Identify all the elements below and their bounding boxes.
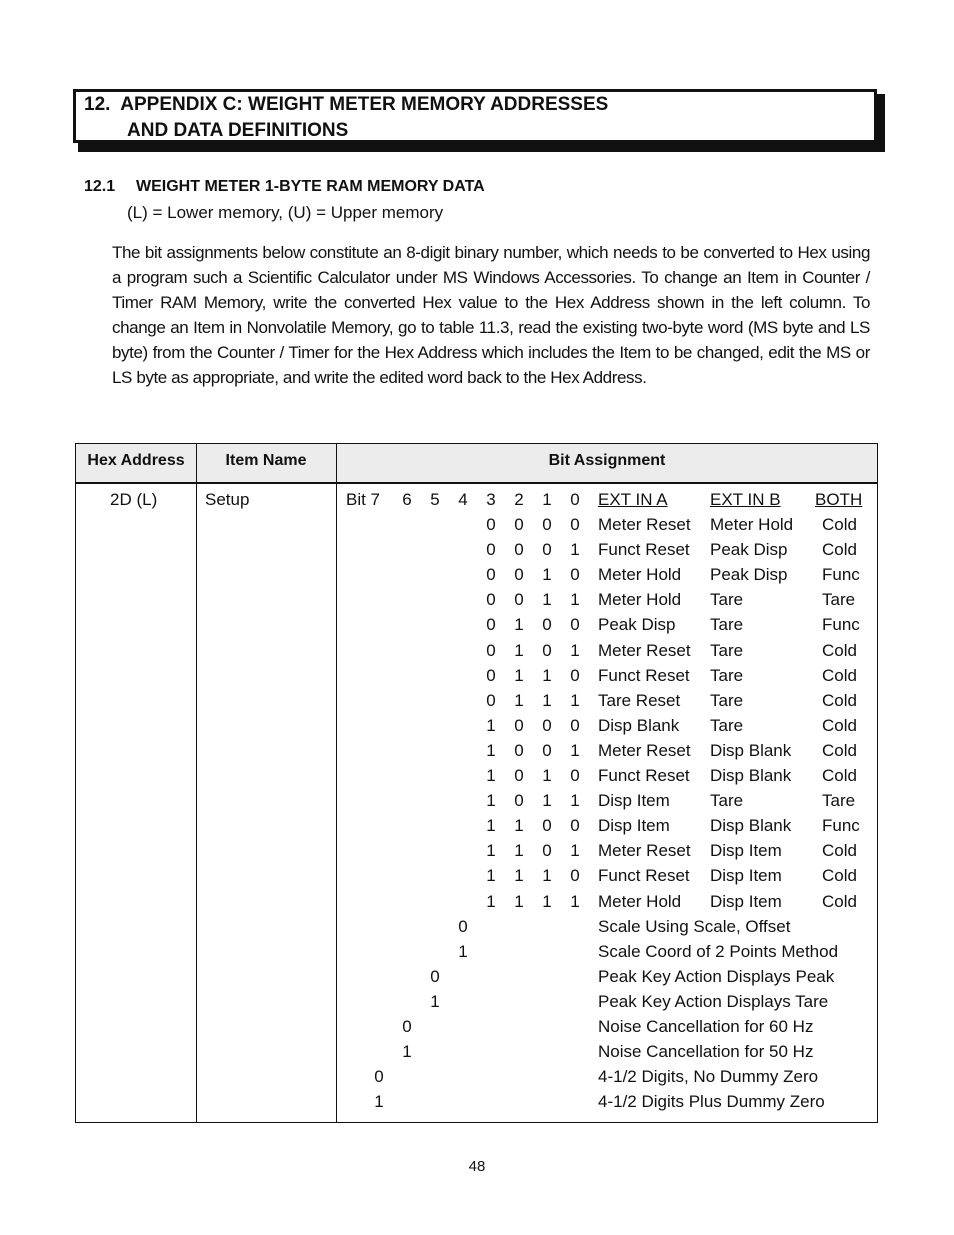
bit0-value: 0 bbox=[570, 615, 580, 635]
bit3-value: 0 bbox=[486, 540, 496, 560]
ext-in-a-action: Funct Reset bbox=[598, 540, 690, 560]
both-action: Cold bbox=[822, 766, 857, 785]
ext-in-b-action: Disp Item bbox=[710, 891, 782, 911]
ext-in-a-action: Meter Reset bbox=[598, 640, 691, 660]
ext-in-b-header: EXT IN B bbox=[710, 490, 781, 509]
bit2-value: 0 bbox=[514, 565, 524, 585]
bit2-value: 0 bbox=[514, 766, 524, 785]
bit-label-6: 6 bbox=[402, 490, 412, 509]
bit2-value: 1 bbox=[514, 615, 524, 635]
bit0-value: 1 bbox=[570, 740, 580, 760]
bit3-value: 1 bbox=[486, 740, 496, 760]
header-bit-assignment: Bit Assignment bbox=[548, 452, 666, 469]
ext-in-a-action: Meter Reset bbox=[598, 841, 691, 861]
bit1-value: 0 bbox=[542, 841, 552, 861]
bit1-value: 0 bbox=[542, 540, 552, 560]
bit2-value: 0 bbox=[514, 715, 524, 735]
ext-in-b-action: Tare bbox=[710, 791, 744, 811]
bit2-value: 0 bbox=[514, 590, 524, 610]
header-hex-address: Hex Address bbox=[87, 452, 185, 469]
ext-in-b-action: Disp Blank bbox=[710, 816, 792, 836]
bit3-value: 1 bbox=[486, 891, 496, 911]
bit-option-description: Scale Coord of 2 Points Method bbox=[598, 941, 839, 961]
bit-option-description: Peak Key Action Displays Tare bbox=[598, 991, 829, 1011]
bit1-value: 0 bbox=[542, 515, 552, 534]
hex-address-value: 2D (L) bbox=[110, 490, 158, 509]
appendix-heading-line2: AND DATA DEFINITIONS bbox=[127, 120, 349, 141]
ext-in-a-action: Meter Hold bbox=[598, 565, 682, 585]
bit0-value: 0 bbox=[570, 766, 580, 785]
bit3-value: 1 bbox=[486, 816, 496, 836]
ext-in-a-action: Meter Reset bbox=[598, 515, 691, 534]
bit1-value: 0 bbox=[542, 715, 552, 735]
ext-in-a-action: Meter Hold bbox=[598, 891, 682, 911]
both-action: Func bbox=[822, 816, 860, 836]
bit2-value: 0 bbox=[514, 791, 524, 811]
ext-in-a-action: Funct Reset bbox=[598, 866, 690, 886]
both-action: Cold bbox=[822, 540, 857, 560]
bit-option-value: 0 bbox=[458, 916, 468, 936]
appendix-heading-line1: 12. APPENDIX C: WEIGHT METER MEMORY ADDRESSES bbox=[84, 94, 609, 115]
memory-legend-note: (L) = Lower memory, (U) = Upper memory bbox=[127, 203, 444, 222]
bit2-value: 1 bbox=[514, 665, 524, 685]
bit3-value: 1 bbox=[486, 766, 496, 785]
bit1-value: 0 bbox=[542, 640, 552, 660]
ext-in-a-action: Disp Item bbox=[598, 816, 670, 836]
bit3-value: 0 bbox=[486, 665, 496, 685]
page-number: 48 bbox=[468, 1158, 486, 1175]
bit-label-3: 3 bbox=[486, 490, 496, 509]
ext-in-b-action: Tare bbox=[710, 715, 744, 735]
bit1-value: 1 bbox=[542, 791, 552, 811]
both-action: Cold bbox=[822, 690, 857, 710]
bit3-value: 0 bbox=[486, 565, 496, 585]
bit-option-description: 4-1/2 Digits Plus Dummy Zero bbox=[598, 1092, 825, 1112]
bit2-value: 1 bbox=[514, 841, 524, 861]
bit-option-value: 1 bbox=[402, 1042, 412, 1062]
bit-option-value: 0 bbox=[430, 966, 440, 986]
bit0-value: 0 bbox=[570, 715, 580, 735]
bit3-value: 0 bbox=[486, 640, 496, 660]
both-action: Func bbox=[822, 565, 860, 585]
bit1-value: 1 bbox=[542, 766, 552, 785]
bit-option-description: 4-1/2 Digits, No Dummy Zero bbox=[598, 1067, 819, 1087]
bit3-value: 0 bbox=[486, 590, 496, 610]
bit-option-value: 0 bbox=[374, 1067, 384, 1087]
bit1-value: 0 bbox=[542, 615, 552, 635]
ext-in-a-action: Funct Reset bbox=[598, 766, 690, 785]
bit3-value: 1 bbox=[486, 841, 496, 861]
header-item-name: Item Name bbox=[225, 452, 307, 469]
bit2-value: 1 bbox=[514, 891, 524, 911]
bit1-value: 1 bbox=[542, 866, 552, 886]
ext-in-b-action: Meter Hold bbox=[710, 515, 794, 534]
bit1-value: 0 bbox=[542, 740, 552, 760]
bit0-value: 1 bbox=[570, 841, 580, 861]
both-action: Cold bbox=[822, 841, 857, 861]
bit-label-4: 4 bbox=[458, 490, 468, 509]
ext-in-a-header: EXT IN A bbox=[598, 490, 668, 509]
bit0-value: 1 bbox=[570, 640, 580, 660]
both-action: Cold bbox=[822, 515, 857, 534]
bit0-value: 1 bbox=[570, 690, 580, 710]
bit0-value: 0 bbox=[570, 665, 580, 685]
bit-label-7: Bit 7 bbox=[346, 490, 381, 509]
bit1-value: 1 bbox=[542, 891, 552, 911]
ext-in-b-action: Tare bbox=[710, 590, 744, 610]
bit-option-value: 1 bbox=[430, 991, 440, 1011]
bit-option-description: Noise Cancellation for 60 Hz bbox=[598, 1017, 814, 1036]
bit-option-description: Noise Cancellation for 50 Hz bbox=[598, 1042, 814, 1062]
both-action: Func bbox=[822, 615, 860, 635]
ext-in-b-action: Disp Blank bbox=[710, 766, 792, 785]
item-name-value: Setup bbox=[205, 490, 250, 509]
bit-option-value: 1 bbox=[458, 941, 468, 961]
bit1-value: 0 bbox=[542, 816, 552, 836]
both-action: Cold bbox=[822, 715, 857, 735]
bit1-value: 1 bbox=[542, 665, 552, 685]
bit0-value: 1 bbox=[570, 590, 580, 610]
bit2-value: 0 bbox=[514, 540, 524, 560]
bit3-value: 1 bbox=[486, 866, 496, 886]
bit0-value: 1 bbox=[570, 540, 580, 560]
both-action: Cold bbox=[822, 640, 857, 660]
bit0-value: 1 bbox=[570, 791, 580, 811]
both-action: Cold bbox=[822, 740, 857, 760]
bit-option-value: 0 bbox=[402, 1017, 412, 1036]
bit2-value: 0 bbox=[514, 740, 524, 760]
bit3-value: 1 bbox=[486, 791, 496, 811]
bit1-value: 1 bbox=[542, 565, 552, 585]
bit-label-1: 1 bbox=[542, 490, 552, 509]
both-action: Cold bbox=[822, 891, 857, 911]
bit1-value: 1 bbox=[542, 690, 552, 710]
ext-in-b-action: Disp Item bbox=[710, 841, 782, 861]
ext-in-b-action: Disp Item bbox=[710, 866, 782, 886]
bit-label-0: 0 bbox=[570, 490, 580, 509]
ext-in-b-action: Peak Disp bbox=[710, 565, 788, 585]
both-action: Tare bbox=[822, 791, 856, 811]
ext-in-b-action: Disp Blank bbox=[710, 740, 792, 760]
bit3-value: 0 bbox=[486, 615, 496, 635]
bit0-value: 1 bbox=[570, 891, 580, 911]
both-action: Cold bbox=[822, 665, 857, 685]
bit3-value: 1 bbox=[486, 715, 496, 735]
ext-in-a-action: Tare Reset bbox=[598, 690, 681, 710]
bit3-value: 0 bbox=[486, 515, 496, 534]
bit0-value: 0 bbox=[570, 816, 580, 836]
bit2-value: 0 bbox=[514, 515, 524, 534]
bit-option-description: Peak Key Action Displays Peak bbox=[598, 966, 835, 986]
bit0-value: 0 bbox=[570, 866, 580, 886]
bit-label-5: 5 bbox=[430, 490, 440, 509]
bit2-value: 1 bbox=[514, 640, 524, 660]
ext-in-a-action: Disp Item bbox=[598, 791, 670, 811]
ext-in-b-action: Peak Disp bbox=[710, 540, 788, 560]
ext-in-b-action: Tare bbox=[710, 690, 744, 710]
section-title-text: WEIGHT METER 1-BYTE RAM MEMORY DATA bbox=[136, 178, 485, 195]
both-action: Cold bbox=[822, 866, 857, 886]
bit-label-2: 2 bbox=[514, 490, 524, 509]
instructions-paragraph: The bit assignments below constitute an 8-digit binary number, which needs to be converted to Hex using a program such a Scientific Calculator under MS Windows Accessories. To change an Item in Counter / Timer RAM Memory, write the converted Hex value to the Hex Address shown in the left column. To change an Item in Nonvolatile Memory, go to table 11.3, read the existing two-byte word (MS byte and LS byte) from the Counter / Timer for the Hex Address which includes the Item to be changed, edit the MS or LS byte as appropriate, and write the edited word back to the Hex Address. bbox=[112, 243, 870, 388]
both-header: BOTH bbox=[815, 490, 863, 509]
ext-in-a-action: Meter Reset bbox=[598, 740, 691, 760]
bit-option-value: 1 bbox=[374, 1092, 384, 1112]
ext-in-b-action: Tare bbox=[710, 665, 744, 685]
ext-in-a-action: Funct Reset bbox=[598, 665, 690, 685]
bit2-value: 1 bbox=[514, 866, 524, 886]
bit0-value: 0 bbox=[570, 515, 580, 534]
ext-in-a-action: Meter Hold bbox=[598, 590, 682, 610]
bit2-value: 1 bbox=[514, 816, 524, 836]
ext-in-b-action: Tare bbox=[710, 640, 744, 660]
bit2-value: 1 bbox=[514, 690, 524, 710]
bit0-value: 0 bbox=[570, 565, 580, 585]
bit3-value: 0 bbox=[486, 690, 496, 710]
ext-in-a-action: Peak Disp bbox=[598, 615, 676, 635]
section-number: 12.1 bbox=[84, 178, 116, 195]
ext-in-a-action: Disp Blank bbox=[598, 715, 680, 735]
bit1-value: 1 bbox=[542, 590, 552, 610]
ext-in-b-action: Tare bbox=[710, 615, 744, 635]
bit-option-description: Scale Using Scale, Offset bbox=[598, 916, 791, 936]
both-action: Tare bbox=[822, 590, 856, 610]
